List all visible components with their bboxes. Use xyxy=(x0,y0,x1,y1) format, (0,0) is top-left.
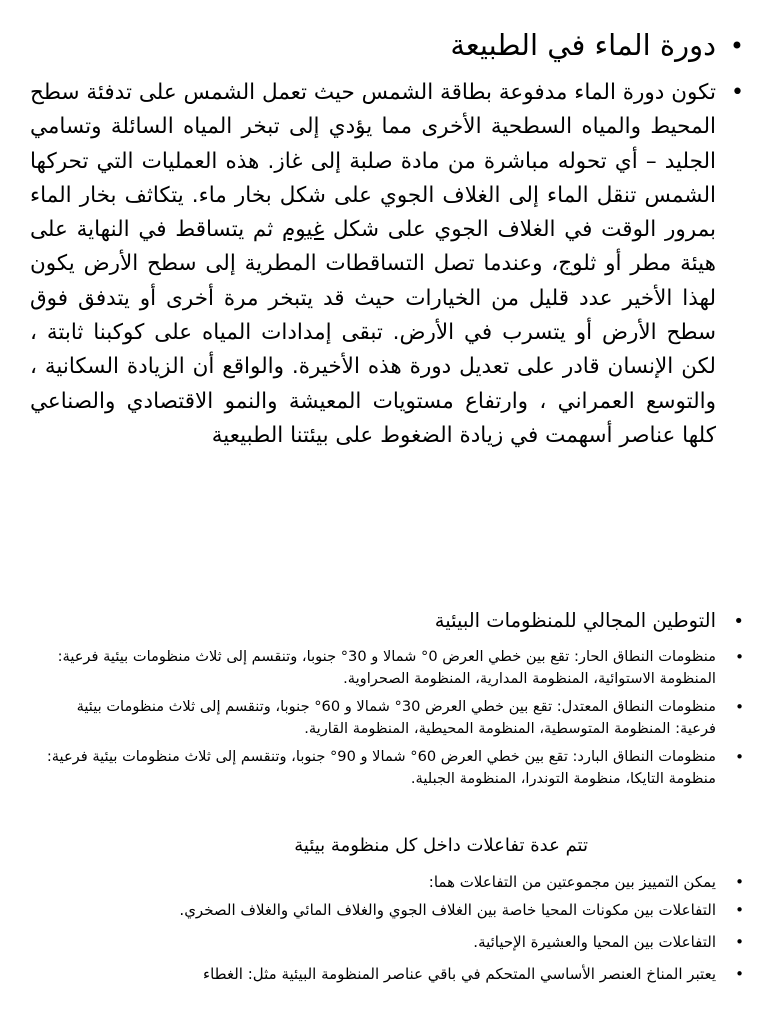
bullet-item xyxy=(30,76,744,453)
bullet-icon: • xyxy=(735,901,744,919)
section-water-cycle-body-block xyxy=(30,76,744,453)
bullet-icon: • xyxy=(731,80,744,105)
list-item-text: منظومات النطاق المعتدل: تقع بين خطي العرض 30° شمالا و 60° جنوبا، وتنقسم إلى ثلاث منظومات بيئية فرعية: المنظومة المتوسطية، المنظومة المحيطية، المنظومة القارية. xyxy=(76,698,716,737)
list-item xyxy=(40,746,744,790)
bullet-icon: • xyxy=(735,648,744,666)
bullet-icon: • xyxy=(735,698,744,716)
bullet-icon: • xyxy=(735,748,744,766)
interactions-list xyxy=(30,870,744,994)
section-title: دورة الماء في الطبيعة xyxy=(450,28,716,62)
section-water-cycle-title-block xyxy=(24,26,744,64)
list-item-text: يعتبر المناخ العنصر الأساسي المتحكم في باقي عناصر المنظومة البيئية مثل: الغطاء xyxy=(203,965,716,983)
bullet-icon: • xyxy=(729,32,744,60)
paragraph-text-part-1: تكون دورة الماء مدفوعة بطاقة الشمس حيث تعمل الشمس على تدفئة سطح المحيط والمياه السطحية الأخرى مما يؤدي إلى تبخر المياه السائلة وتسامي الجليد – أي تحوله مباشرة من مادة صلبة إلى غاز. هذه العمليات التي تحركها الشمس تنقل الماء إلى الغلاف الجوي على شكل بخار ماء. يتكاثف بخار الماء بمرور الوقت في الغلاف الجوي على شكل xyxy=(30,80,716,243)
clouds-link[interactable]: غيوم xyxy=(281,217,325,243)
list-item xyxy=(30,962,744,986)
list-item-text: منظومات النطاق الحار: تقع بين خطي العرض 0° شمالا و 30° جنوبا، وتنقسم إلى ثلاث منظومات بيئية فرعية: المنظومة الاستوائية، المنظومة المدارية، المنظومة الصحراوية. xyxy=(57,648,716,687)
interactions-heading: تتم عدة تفاعلات داخل كل منظومة بيئية xyxy=(294,835,588,856)
list-item xyxy=(30,930,744,954)
paragraph-text-part-2: ثم يتساقط في النهاية على هيئة مطر أو ثلوج، وعندما تصل التساقطات المطرية إلى سطح الأرض يكون لهذا الأخير عدد قليل من الخيارات حيث قد يتبخر مرة أخرى أو يتدفق فوق سطح الأرض أو يتسرب في الأرض. تبقى إمدادات المياه على كوكبنا ثابتة ، لكن الإنسان قادر على تعديل دورة هذه الأخيرة. والواقع أن الزيادة السكانية ، والتوسع العمراني ، وارتفاع مستويات المعيشة والنمو الاقتصادي والصناعي كلها عناصر أسهمت في زيادة الضغوط على بيئتنا الطبيعية xyxy=(30,217,716,448)
list-item xyxy=(40,696,744,740)
bullet-icon: • xyxy=(735,873,744,891)
bullet-item xyxy=(40,606,744,636)
bullet-icon: • xyxy=(733,611,744,632)
list-item xyxy=(30,870,744,894)
list-item xyxy=(30,898,744,922)
section-title: التوطين المجالي للمنظومات البيئية xyxy=(434,609,716,632)
list-item-text: يمكن التمييز بين مجموعتين من التفاعلات هما: xyxy=(428,873,716,891)
list-item-text: منظومات النطاق البارد: تقع بين خطي العرض 60° شمالا و 90° جنوبا، وتنقسم إلى ثلاث منظومات بيئية فرعية: منظومة التايكا، منظومة التوندرا، المنظومة الجبلية. xyxy=(46,748,716,787)
ecosystems-list xyxy=(40,646,744,796)
list-item-text: التفاعلات بين المحيا والعشيرة الإحيائية. xyxy=(473,933,716,951)
bullet-icon: • xyxy=(735,965,744,983)
bullet-item xyxy=(24,26,744,64)
paragraph xyxy=(30,76,716,453)
list-item-text: التفاعلات بين مكونات المحيا خاصة بين الغلاف الجوي والغلاف المائي والغلاف الصخري. xyxy=(179,901,716,919)
section-ecosystems-title-block xyxy=(40,606,744,636)
bullet-icon: • xyxy=(735,933,744,951)
list-item xyxy=(40,646,744,690)
